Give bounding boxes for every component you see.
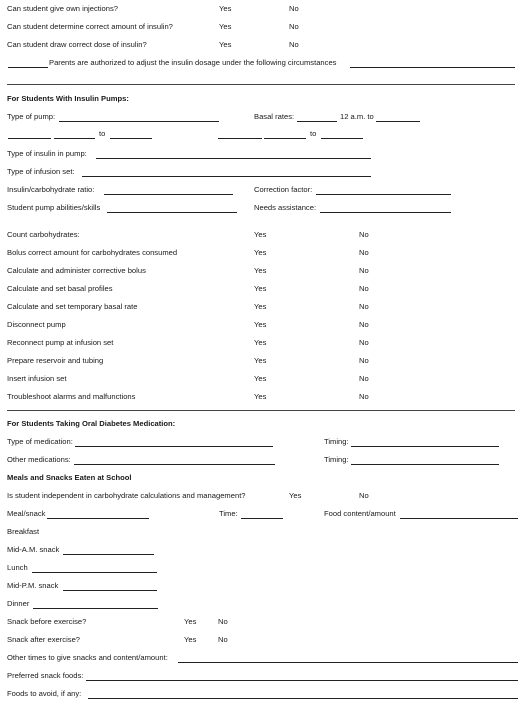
no-option[interactable]: No — [289, 4, 299, 13]
question-draw-dose: Can student draw correct dose of insulin? — [7, 40, 147, 49]
other-times-label: Other times to give snacks and content/amount: — [7, 653, 168, 662]
yes-option[interactable]: Yes — [254, 230, 267, 239]
independent-question: Is student independent in carbohydrate calculations and management? — [7, 491, 246, 500]
basal-time-field[interactable] — [321, 138, 363, 139]
no-option[interactable]: No — [359, 302, 369, 311]
other-medications-label: Other medications: — [7, 455, 71, 464]
meal-snack-label: Meal/snack — [7, 509, 46, 518]
type-of-infusion-field[interactable] — [82, 176, 371, 177]
needs-assistance-label: Needs assistance: — [254, 203, 317, 212]
type-of-pump-field[interactable] — [59, 121, 219, 122]
pumps-heading: For Students With Insulin Pumps: — [7, 94, 129, 103]
basal-12am-label: 12 a.m. to — [340, 112, 374, 121]
question-determine-amount: Can student determine correct amount of insulin? — [7, 22, 173, 31]
meal-item-mid-am-snack: Mid-A.M. snack — [7, 545, 60, 554]
meal-item-dinner: Dinner — [7, 599, 30, 608]
skill-label: Prepare reservoir and tubing — [7, 356, 104, 365]
time-label: Time: — [219, 509, 238, 518]
skill-label: Disconnect pump — [7, 320, 66, 329]
no-option[interactable]: No — [359, 266, 369, 275]
foods-to-avoid-field[interactable] — [88, 698, 518, 699]
type-of-insulin-label: Type of insulin in pump: — [7, 149, 87, 158]
correction-label: Correction factor: — [254, 185, 313, 194]
ratio-field[interactable] — [104, 194, 233, 195]
meal-item-lunch: Lunch — [7, 563, 28, 572]
oral-heading: For Students Taking Oral Diabetes Medication: — [7, 419, 176, 428]
parents-initial-field[interactable] — [8, 67, 48, 68]
meal-snack-field[interactable] — [47, 518, 149, 519]
to-label: to — [99, 129, 106, 138]
other-times-field[interactable] — [178, 662, 518, 663]
no-option[interactable]: No — [289, 22, 299, 31]
timing-field[interactable] — [351, 446, 499, 447]
yes-option[interactable]: Yes — [254, 266, 267, 275]
no-option[interactable]: No — [218, 635, 228, 644]
basal-rates-label: Basal rates: — [254, 112, 295, 121]
basal-time-field[interactable] — [376, 121, 420, 122]
correction-field[interactable] — [316, 194, 451, 195]
yes-option[interactable]: Yes — [219, 22, 232, 31]
type-of-medication-label: Type of medication: — [7, 437, 73, 446]
food-content-label: Food content/amount — [324, 509, 396, 518]
no-option[interactable]: No — [359, 320, 369, 329]
mid-am-snack-field[interactable] — [63, 554, 154, 555]
no-option[interactable]: No — [359, 248, 369, 257]
no-option[interactable]: No — [359, 230, 369, 239]
meal-item-breakfast: Breakfast — [7, 527, 40, 536]
no-option[interactable]: No — [359, 374, 369, 383]
timing-label: Timing: — [324, 455, 349, 464]
yes-option[interactable]: Yes — [254, 338, 267, 347]
yes-option[interactable]: Yes — [184, 617, 197, 626]
food-content-field[interactable] — [400, 518, 518, 519]
question-own-injections: Can student give own injections? — [7, 4, 119, 13]
yes-option[interactable]: Yes — [254, 284, 267, 293]
skill-label: Calculate and administer corrective bolus — [7, 266, 146, 275]
preferred-snack-label: Preferred snack foods: — [7, 671, 84, 680]
no-option[interactable]: No — [359, 392, 369, 401]
yes-option[interactable]: Yes — [254, 356, 267, 365]
skill-label: Reconnect pump at infusion set — [7, 338, 114, 347]
dinner-field[interactable] — [33, 608, 158, 609]
no-option[interactable]: No — [359, 491, 369, 500]
yes-option[interactable]: Yes — [254, 374, 267, 383]
lunch-field[interactable] — [32, 572, 157, 573]
skill-label: Troubleshoot alarms and malfunctions — [7, 392, 136, 401]
foods-to-avoid-label: Foods to avoid, if any: — [7, 689, 82, 698]
skill-label: Insert infusion set — [7, 374, 67, 383]
yes-option[interactable]: Yes — [254, 320, 267, 329]
yes-option[interactable]: Yes — [254, 392, 267, 401]
type-of-medication-field[interactable] — [75, 446, 273, 447]
no-option[interactable]: No — [359, 338, 369, 347]
skill-label: Count carbohydrates: — [7, 230, 80, 239]
parents-authorized-label: Parents are authorized to adjust the insulin dosage under the following circumstances — [49, 58, 337, 67]
yes-option[interactable]: Yes — [219, 40, 232, 49]
snack-after-label: Snack after exercise? — [7, 635, 81, 644]
type-of-infusion-label: Type of infusion set: — [7, 167, 75, 176]
skill-label: Bolus correct amount for carbohydrates consumed — [7, 248, 178, 257]
section-divider — [7, 410, 515, 411]
to-label: to — [310, 129, 317, 138]
section-divider — [7, 84, 515, 85]
type-of-pump-label: Type of pump: — [7, 112, 56, 121]
snack-before-label: Snack before exercise? — [7, 617, 87, 626]
basal-time-field[interactable] — [110, 138, 152, 139]
skill-label: Calculate and set basal profiles — [7, 284, 113, 293]
parents-circumstances-field[interactable] — [350, 67, 515, 68]
basal-time-field[interactable] — [264, 138, 306, 139]
time-field[interactable] — [241, 518, 283, 519]
no-option[interactable]: No — [359, 356, 369, 365]
timing-label: Timing: — [324, 437, 349, 446]
meal-item-mid-pm-snack: Mid-P.M. snack — [7, 581, 59, 590]
other-medications-field[interactable] — [74, 464, 275, 465]
meals-heading: Meals and Snacks Eaten at School — [7, 473, 132, 482]
preferred-snack-field[interactable] — [86, 680, 518, 681]
no-option[interactable]: No — [289, 40, 299, 49]
timing-field[interactable] — [351, 464, 499, 465]
abilities-label: Student pump abilities/skills — [7, 203, 101, 212]
skill-label: Calculate and set temporary basal rate — [7, 302, 138, 311]
mid-pm-snack-field[interactable] — [63, 590, 157, 591]
basal-time-field[interactable] — [54, 138, 95, 139]
yes-option[interactable]: Yes — [289, 491, 302, 500]
yes-option[interactable]: Yes — [254, 302, 267, 311]
basal-rate-field[interactable] — [218, 138, 262, 139]
yes-option[interactable]: Yes — [184, 635, 197, 644]
basal-rate-field[interactable] — [8, 138, 51, 139]
no-option[interactable]: No — [359, 284, 369, 293]
needs-assistance-field[interactable] — [320, 212, 451, 213]
ratio-label: Insulin/carbohydrate ratio: — [7, 185, 95, 194]
yes-option[interactable]: Yes — [219, 4, 232, 13]
yes-option[interactable]: Yes — [254, 248, 267, 257]
no-option[interactable]: No — [218, 617, 228, 626]
type-of-insulin-field[interactable] — [96, 158, 371, 159]
abilities-field[interactable] — [107, 212, 237, 213]
basal-rate-field[interactable] — [297, 121, 337, 122]
